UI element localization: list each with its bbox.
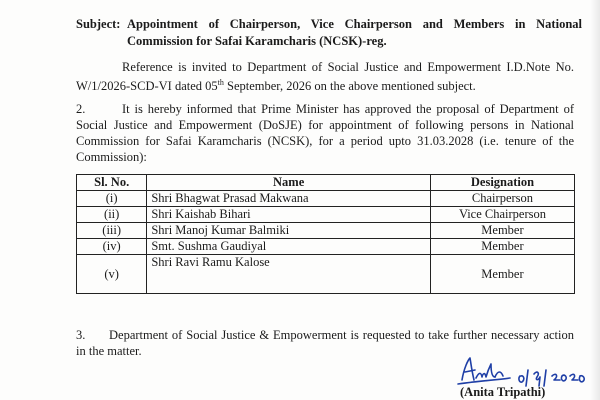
table-row xyxy=(77,239,575,255)
table-row xyxy=(77,255,575,294)
row-name: Shri Bhagwat Prasad Makwana xyxy=(147,191,431,207)
table-row xyxy=(77,191,575,207)
signatory-name: (Anita Tripathi) xyxy=(460,385,546,399)
row-name: Shri Kaishab Bihari xyxy=(147,207,431,223)
header-sl-no: Sl. No. xyxy=(77,175,147,191)
row-sl-no: (i) xyxy=(77,191,147,207)
approval-text: It is hereby informed that Prime Minister has approved the proposal of Department of Social Justice and Empowerment (DoSJE) for appointment of following persons in National Commission for Safai Karamcharis (NCSK), for a period upto 31.03.2028 (i.e. tenure of the Commission): xyxy=(76,102,574,164)
row-sl-no: (iv) xyxy=(77,239,147,255)
header-designation: Designation xyxy=(430,175,574,191)
row-sl-no: (ii) xyxy=(77,207,147,223)
row-name: Shri Ravi Ramu Kalose xyxy=(147,255,431,294)
row-designation: Member xyxy=(430,239,574,255)
row-name: Smt. Sushma Gaudiyal xyxy=(147,239,431,255)
approval-paragraph xyxy=(76,101,574,165)
row-designation: Chairperson xyxy=(430,191,574,207)
paragraph-number-2: 2. xyxy=(76,102,86,116)
reference-text-part-b: September, 2026 on the above mentioned subject. xyxy=(223,79,476,94)
row-sl-no: (iii) xyxy=(77,223,147,239)
row-sl-no: (v) xyxy=(77,255,147,294)
header-name: Name xyxy=(147,175,431,191)
subject-label: Subject: xyxy=(76,17,121,31)
reference-paragraph xyxy=(76,59,574,94)
table-row xyxy=(77,223,575,239)
row-designation: Vice Chairperson xyxy=(430,207,574,223)
row-name: Shri Manoj Kumar Balmiki xyxy=(147,223,431,239)
appointees-table xyxy=(76,174,575,294)
subject-text: Appointment of Chairperson, Vice Chairperson and Members in National Commission for Safai Karamcharis (NCSK)-reg. xyxy=(127,17,582,48)
action-text: Department of Social Justice & Empowerment is requested to take further necessary action in the matter. xyxy=(76,328,574,358)
row-designation: Member xyxy=(430,223,574,239)
table-header-row xyxy=(77,175,575,191)
page-edge-shadow xyxy=(590,0,600,400)
reference-superscript: th xyxy=(217,78,224,87)
table-row xyxy=(77,207,575,223)
row-designation: Member xyxy=(430,255,574,294)
paragraph-number-3: 3. xyxy=(76,328,86,342)
reference-text-part-a: Reference is invited to Department of Social Justice and Empowerment I.D.Note No. W/1/2026-SCD-VI dated 05 xyxy=(76,60,574,94)
